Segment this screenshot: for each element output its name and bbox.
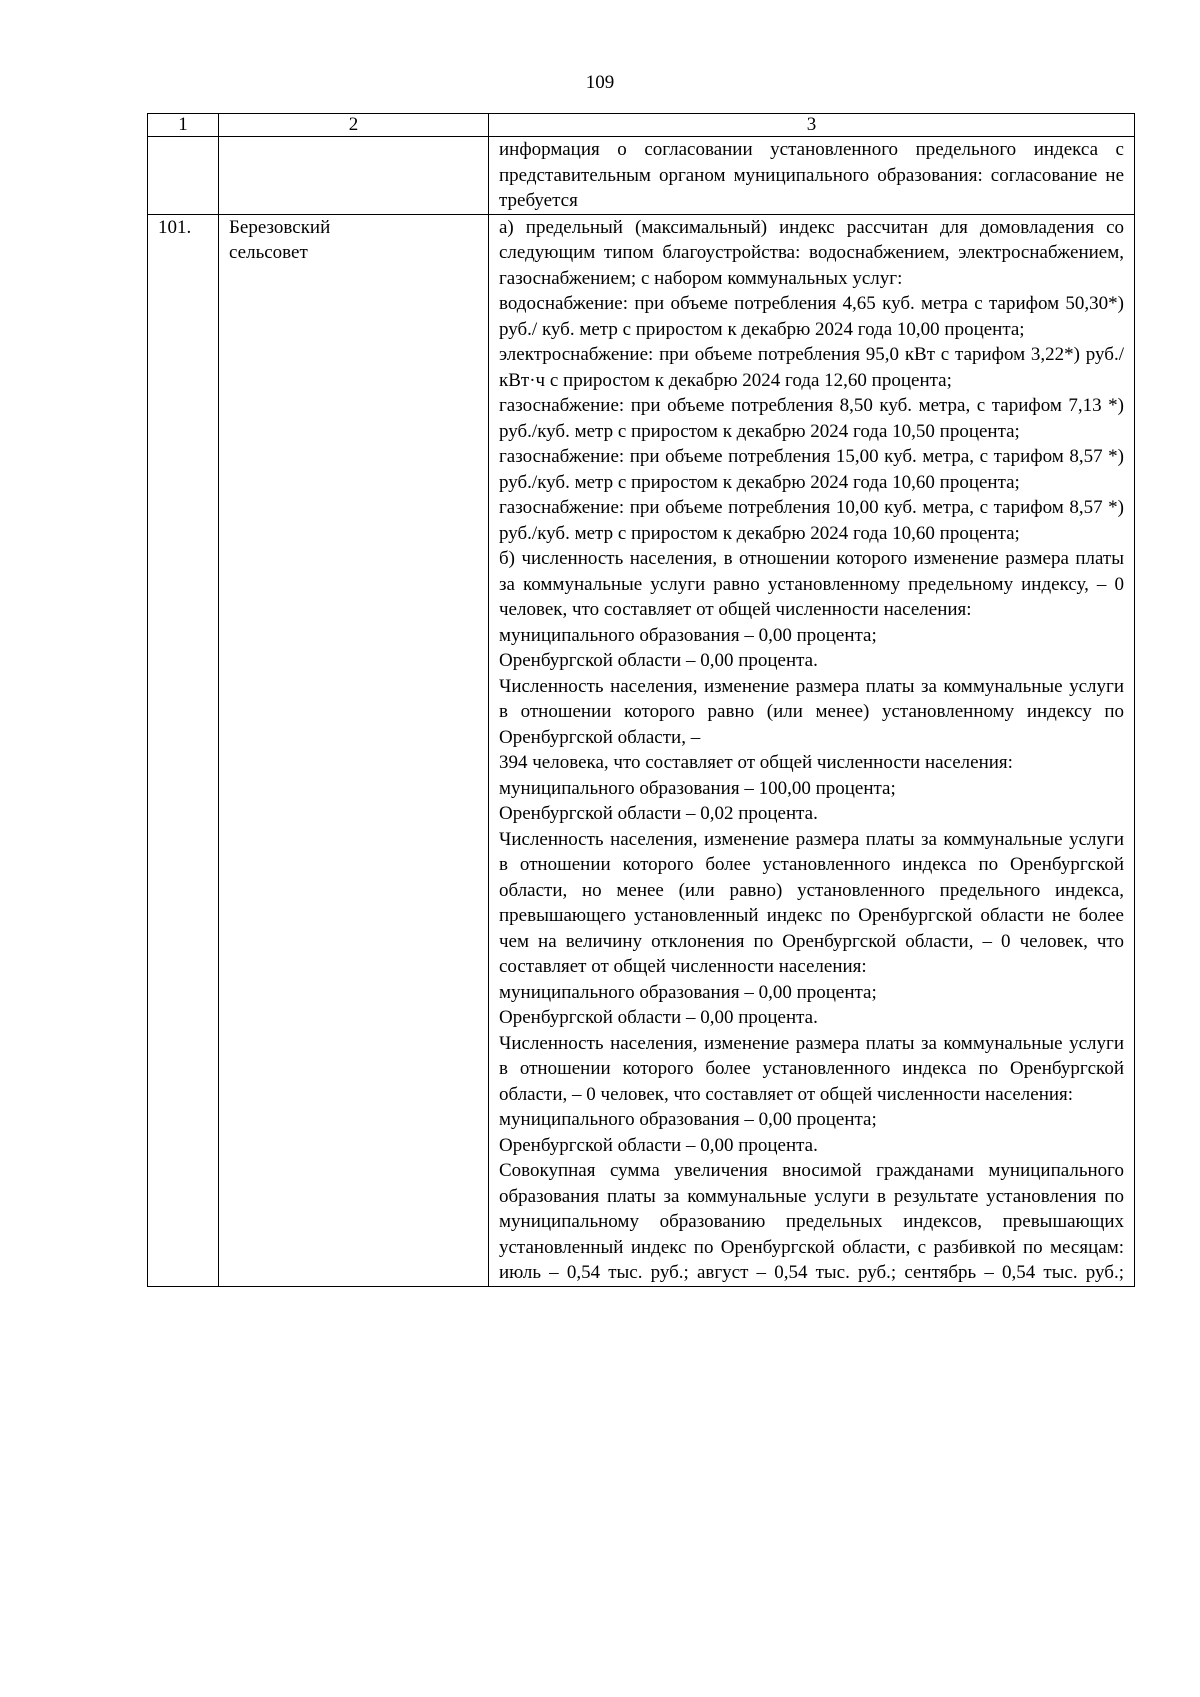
continuation-text: информация о согласовании установленного предельного индекса с представительным органом муниципального образования: согласование не требуется — [489, 137, 1135, 215]
share-region-1: Оренбургской области – 0,00 процента. — [499, 650, 818, 671]
paragraph-water: водоснабжение: при объеме потребления 4,65 куб. метра с тарифом 50,30*) руб./ куб. метр с приростом к декабрю 2024 года 10,00 процента; — [499, 293, 1124, 340]
share-municipal-2: муниципального образования – 100,00 процента; — [499, 777, 896, 799]
share-municipal-1: муниципального образования – 0,00 процента; — [499, 624, 877, 646]
paragraph-gas-2: газоснабжение: при объеме потребления 15,00 куб. метра, с тарифом 8,57 *) руб./куб. метр с приростом к декабрю 2024 года 10,60 процента; — [499, 446, 1124, 493]
paragraph-b: б) численность населения, в отношении которого изменение размера платы за коммунальные услуги равно установленному предельному индексу, – 0 человек, что составляет от общей численности населения: — [499, 548, 1124, 620]
share-region-2: Оренбургской области – 0,02 процента. — [499, 803, 818, 824]
table-header-row — [148, 114, 1135, 137]
row-details — [489, 214, 1135, 1286]
row-name: Березовский сельсовет — [219, 214, 489, 1286]
paragraph-population-more: Численность населения, изменение размера платы за коммунальные услуги в отношении которого более установленного индекса по Оренбургской области, – 0 человек, что составляет от общей численности населения: — [499, 1032, 1124, 1105]
paragraph-total-increase: Совокупная сумма увеличения вносимой гражданами муниципального образования платы за коммунальные услуги в результате установления по муниципальному образованию предельных индексов, превышающих установленный индекс по Оренбургской области, с разбивкой по месяцам: июль – 0,54 тыс. руб.; август – 0,54 тыс. руб.; сентябрь – 0,54 тыс. руб.; — [499, 1160, 1124, 1283]
paragraph-gas-3: газоснабжение: при объеме потребления 10,00 куб. метра, с тарифом 8,57 *) руб./куб. метр с приростом к декабрю 2024 года 10,60 процента; — [499, 497, 1124, 544]
table-row-continuation — [148, 137, 1135, 215]
share-region-3: Оренбургской области – 0,00 процента. — [499, 1007, 818, 1028]
table-row — [148, 214, 1135, 1286]
share-region-4: Оренбургской области – 0,00 процента. — [499, 1134, 818, 1156]
paragraph-population-equal-or-less: Численность населения, изменение размера платы за коммунальные услуги в отношении которого равно (или менее) установленному индексу по Оренбургской области, – — [499, 675, 1124, 748]
paragraph-population-between: Численность населения, изменение размера платы за коммунальные услуги в отношении которого более установленного индекса по Оренбургской области, но менее (или равно) установленного предельного индекса, превышающего установленный индекс по Оренбургской области не более чем на величину отклонения по Оренбургской области, – 0 человек, что составляет от общей численности населения: — [499, 828, 1124, 977]
header-col-3: 3 — [489, 114, 1135, 137]
header-col-1: 1 — [148, 114, 219, 137]
share-municipal-4: муниципального образования – 0,00 процента; — [499, 1109, 877, 1130]
paragraph-gas-1: газоснабжение: при объеме потребления 8,50 куб. метра, с тарифом 7,13 *) руб./куб. метр с приростом к декабрю 2024 года 10,50 процента; — [499, 395, 1124, 442]
document-table — [147, 113, 1135, 1287]
continuation-col-2 — [219, 137, 489, 215]
row-number: 101. — [148, 214, 219, 1286]
header-col-2: 2 — [219, 114, 489, 137]
paragraph-a: а) предельный (максимальный) индекс рассчитан для домовладения со следующим типом благоустройства: водоснабжением, электроснабжением, газоснабжением; с набором коммунальных услуг: — [499, 216, 1124, 289]
continuation-col-1 — [148, 137, 219, 215]
paragraph-electricity: электроснабжение: при объеме потребления 95,0 кВт с тарифом 3,22*) руб./кВт·ч с приростом к декабрю 2024 года 12,60 процента; — [499, 344, 1124, 391]
page-number: 109 — [585, 72, 615, 93]
population-count-line: 394 человека, что составляет от общей численности населения: — [499, 752, 1013, 773]
share-municipal-3: муниципального образования – 0,00 процента; — [499, 981, 877, 1003]
